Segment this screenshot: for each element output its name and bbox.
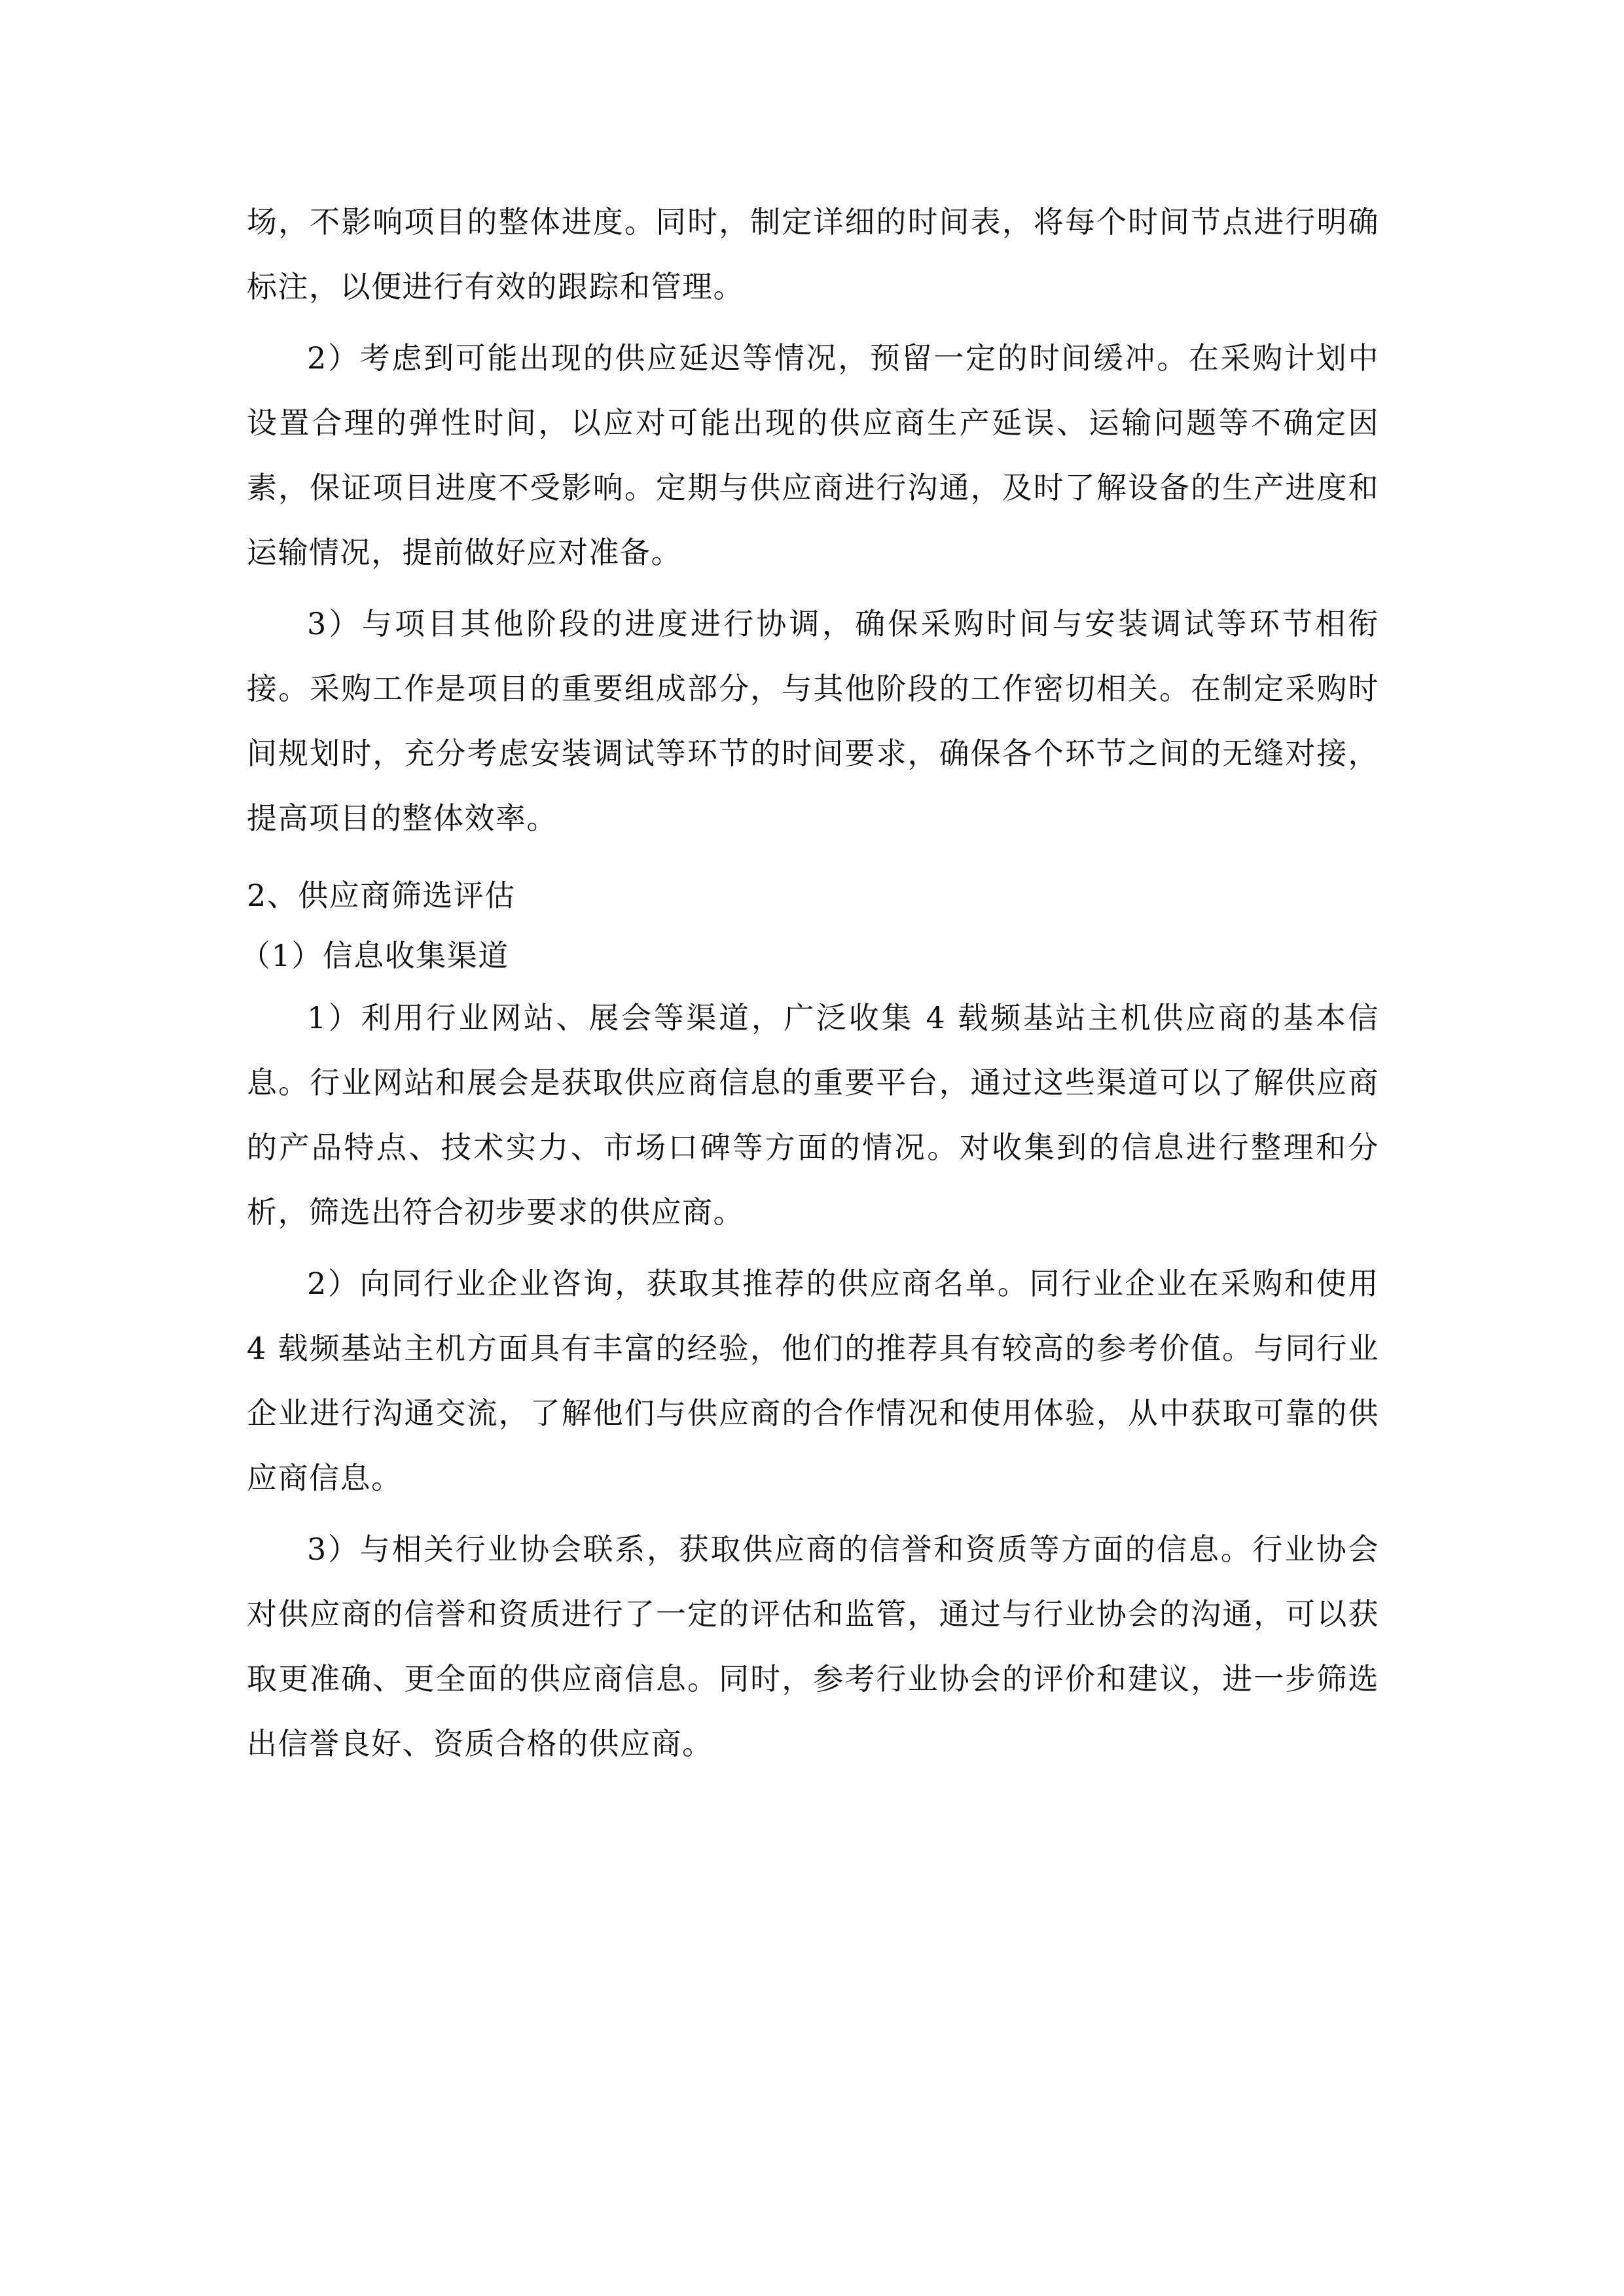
paragraph-continued: 场，不影响项目的整体进度。同时，制定详细的时间表，将每个时间节点进行明确标注，以便进行有效的跟踪和管理。 xyxy=(247,204,1379,304)
document-body xyxy=(240,190,1379,1776)
paragraph-channel-1: 1）利用行业网站、展会等渠道，广泛收集 4 载频基站主机供应商的基本信息。行业网站和展会是获取供应商信息的重要平台，通过这些渠道可以了解供应商的产品特点、技术实力、市场口碑等方面的情况。对收集到的信息进行整理和分析，筛选出符合初步要求的供应商。 xyxy=(247,1000,1379,1230)
paragraph-item-3: 3）与项目其他阶段的进度进行协调，确保采购时间与安装调试等环节相衔接。采购工作是项目的重要组成部分，与其他阶段的工作密切相关。在制定采购时间规划时，充分考虑安装调试等环节的时间要求，确保各个环节之间的无缝对接，提高项目的整体效率。 xyxy=(247,606,1379,836)
subsection-heading: （1）信息收集渠道 xyxy=(240,938,509,973)
section-heading: 2、供应商筛选评估 xyxy=(247,878,516,913)
paragraph-channel-3: 3）与相关行业协会联系，获取供应商的信誉和资质等方面的信息。行业协会对供应商的信誉和资质进行了一定的评估和监管，通过与行业协会的沟通，可以获取更准确、更全面的供应商信息。同时，参考行业协会的评价和建议，进一步筛选出信誉良好、资质合格的供应商。 xyxy=(247,1532,1379,1761)
paragraph-channel-2: 2）向同行业企业咨询，获取其推荐的供应商名单。同行业企业在采购和使用 4 载频基站主机方面具有丰富的经验，他们的推荐具有较高的参考价值。与同行业企业进行沟通交流，了解他们与供应商的合作情况和使用体验，从中获取可靠的供应商信息。 xyxy=(247,1266,1379,1496)
paragraph-item-2: 2）考虑到可能出现的供应延迟等情况，预留一定的时间缓冲。在采购计划中设置合理的弹性时间，以应对可能出现的供应商生产延误、运输问题等不确定因素，保证项目进度不受影响。定期与供应商进行沟通，及时了解设备的生产进度和运输情况，提前做好应对准备。 xyxy=(247,340,1379,570)
